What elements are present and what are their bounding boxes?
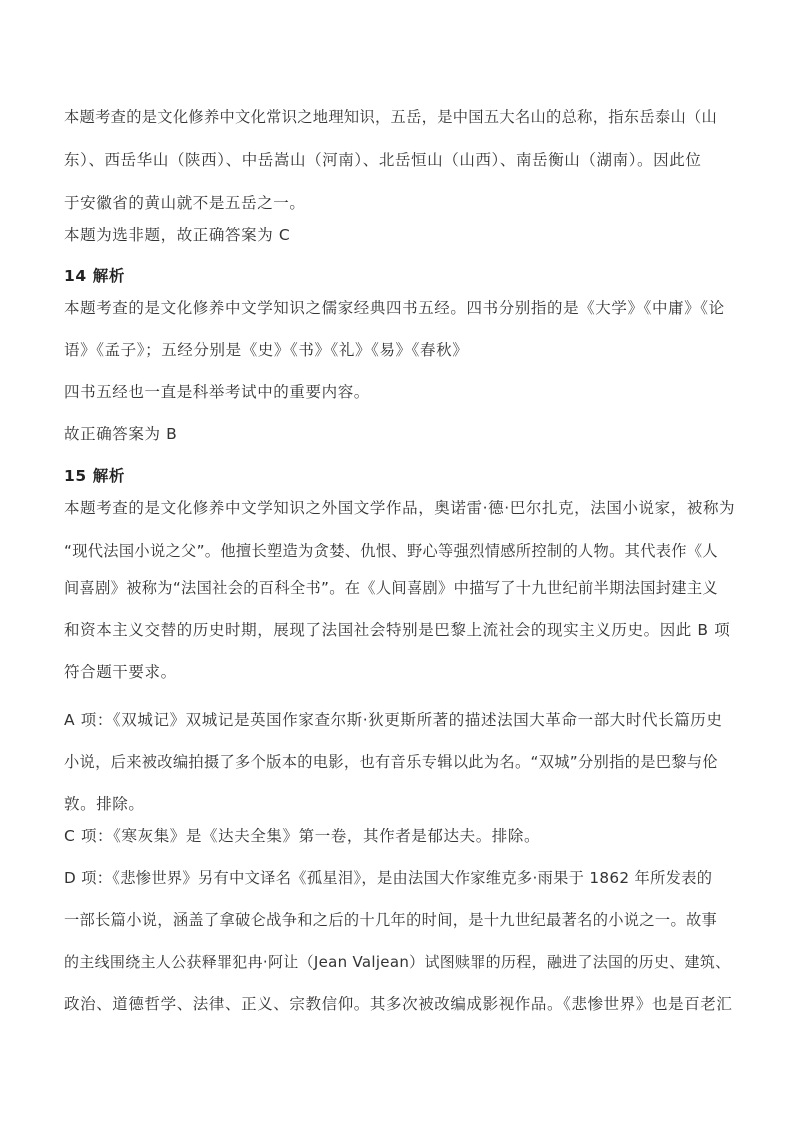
paragraph-line: 于安徽省的黄山就不是五岳之一。 <box>64 194 306 212</box>
section-heading: 15 解析 <box>64 467 125 485</box>
paragraph-line: 小说，后来被改编拍摄了多个版本的电影，也有音乐专辑以此为名。“双城”分别指的是巴黎与伦 <box>64 753 718 771</box>
section-heading: 14 解析 <box>64 267 125 285</box>
paragraph-line: 间喜剧》被称为“法国社会的百科全书”。在《人间喜剧》中描写了十九世纪前半期法国封建主义 <box>64 579 718 597</box>
paragraph-line: 敦。排除。 <box>64 795 145 813</box>
paragraph-line: 政治、道德哲学、法律、正义、宗教信仰。其多次被改编成影视作品。《悲惨世界》也是百老汇 <box>64 995 733 1013</box>
paragraph-line: A 项：《双城记》双城记是英国作家查尔斯·狄更斯所著的描述法国大革命一部大时代长篇历史 <box>64 711 723 729</box>
paragraph-line: 本题为选非题，故正确答案为 C <box>64 226 291 244</box>
paragraph-line: 本题考查的是文化修养中文化常识之地理知识，五岳，是中国五大名山的总称，指东岳泰山（山 <box>64 108 718 126</box>
paragraph-line: 四书五经也一直是科举考试中的重要内容。 <box>64 383 370 401</box>
paragraph-line: 本题考查的是文化修养中文学知识之儒家经典四书五经。四书分别指的是《大学》《中庸》《论 <box>64 299 725 317</box>
paragraph-line: 符合题干要求。 <box>64 663 177 681</box>
paragraph-line: 东）、西岳华山（陕西）、中岳嵩山（河南）、北岳恒山（山西）、南岳衡山（湖南）。因此位 <box>64 151 702 169</box>
paragraph-line: 语》《孟子》；五经分别是《史》《书》《礼》《易》《春秋》 <box>64 341 469 359</box>
paragraph-line: C 项：《寒灰集》是《达夫全集》第一卷，其作者是郁达夫。排除。 <box>64 827 541 845</box>
paragraph-line: D 项：《悲惨世界》另有中文译名《孤星泪》，是由法国大作家维克多·雨果于 1862 年所发表的 <box>64 869 713 887</box>
paragraph-line: “现代法国小说之父”。他擅长塑造为贪婪、仇恨、野心等强烈情感所控制的人物。其代表作《人 <box>64 542 718 560</box>
paragraph-line: 故正确答案为 B <box>64 425 178 443</box>
paragraph-line: 和资本主义交替的历史时期，展现了法国社会特别是巴黎上流社会的现实主义历史。因此 B 项 <box>64 621 731 639</box>
paragraph-line: 一部长篇小说，涵盖了拿破仑战争和之后的十几年的时间，是十九世纪最著名的小说之一。故事 <box>64 911 718 929</box>
paragraph-line: 的主线围绕主人公获释罪犯冉·阿让（Jean Valjean）试图赎罪的历程，融进了法国的历史、建筑、 <box>64 953 731 971</box>
paragraph-line: 本题考查的是文化修养中文学知识之外国文学作品，奥诺雷·德·巴尔扎克，法国小说家，被称为 <box>64 499 736 517</box>
